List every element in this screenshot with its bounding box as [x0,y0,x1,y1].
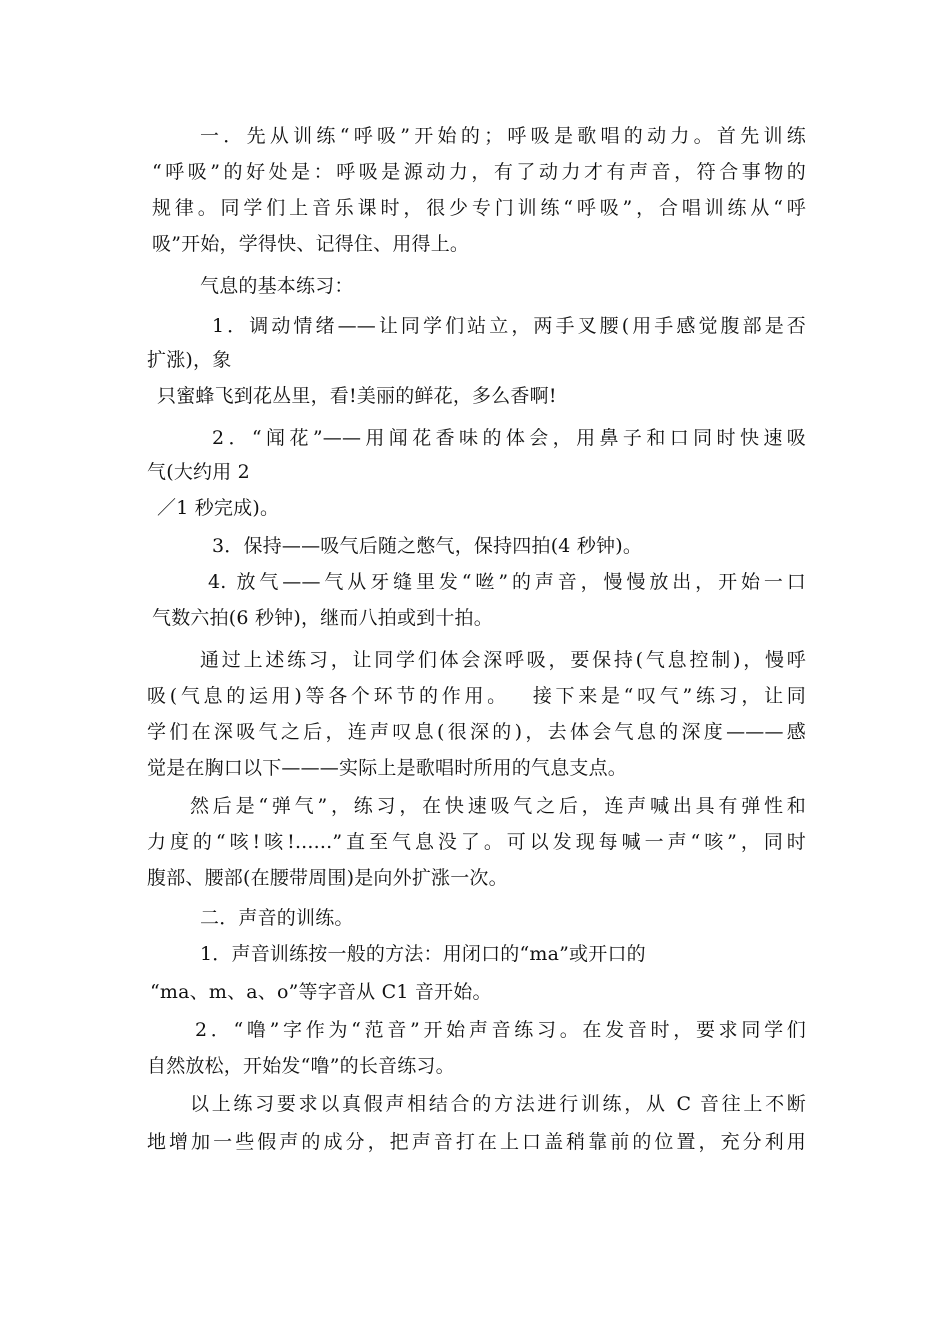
voice-exercise-1-line-1: 1．声音训练按一般的方法：用闭口的“ma”或开口的 [200,943,646,965]
exercise-2-line-2: 气(大约用 2 [147,461,250,483]
elastic-breath-line-3: 腹部、腰部(在腰带周围)是向外扩涨一次。 [147,867,508,889]
exercise-4-line-2: 气数六拍(6 秒钟)，继而八拍或到十拍。 [152,607,493,629]
summary-line-2: 吸(气息的运用)等各个环节的作用。 接下来是“叹气”练习，让同 [147,685,806,707]
exercise-1-line-3: 只蜜蜂飞到花丛里，看!美丽的鲜花，多么香啊! [157,385,557,407]
voice-exercise-1-line-2: “ma、m、a、o”等字音从 C1 音开始。 [150,981,492,1003]
final-paragraph-line-2: 地增加一些假声的成分，把声音打在上口盖稍靠前的位置，充分利用 [147,1131,806,1153]
voice-exercise-2-line-1: 2．“噜”字作为“范音”开始声音练习。在发音时，要求同学们 [195,1019,806,1041]
summary-line-3: 学们在深吸气之后，连声叹息(很深的)，去体会气息的深度———感 [147,721,806,743]
summary-line-4: 觉是在胸口以下———实际上是歌唱时所用的气息支点。 [147,757,628,779]
exercise-1-line-2: 扩涨)，象 [147,349,232,371]
paragraph-line-3: 规律。同学们上音乐课时，很少专门训练“呼吸”，合唱训练从“呼 [152,197,806,219]
voice-exercise-2-line-2: 自然放松，开始发“噜”的长音练习。 [147,1055,455,1077]
paragraph-line-1: 一．先从训练“呼吸”开始的；呼吸是歌唱的动力。首先训练 [200,125,806,147]
exercise-4-line-1: 4. 放气——气从牙缝里发“咝”的声音，慢慢放出，开始一口 [208,571,806,593]
exercise-3-line-1: 3．保持——吸气后随之憋气，保持四拍(4 秒钟)。 [212,535,643,557]
exercise-2-line-1: 2．“闻花”——用闻花香味的体会，用鼻子和口同时快速吸 [212,427,806,449]
exercise-2-line-3: ／1 秒完成)。 [157,497,280,519]
summary-line-1: 通过上述练习，让同学们体会深呼吸，要保持(气息控制)，慢呼 [200,649,806,671]
elastic-breath-line-2: 力度的“咳!咳!......”直至气息没了。可以发现每喊一声“咳”，同时 [147,831,806,853]
paragraph-line-2: “呼吸”的好处是：呼吸是源动力，有了动力才有声音，符合事物的 [152,161,806,183]
section-heading-breath: 气息的基本练习： [200,275,354,297]
section-heading-voice: 二．声音的训练。 [200,907,354,929]
exercise-1-line-1: 1．调动情绪——让同学们站立，两手叉腰(用手感觉腹部是否 [212,315,806,337]
final-paragraph-line-1: 以上练习要求以真假声相结合的方法进行训练，从 C 音往上不断 [190,1093,806,1115]
elastic-breath-line-1: 然后是“弹气”，练习，在快速吸气之后，连声喊出具有弹性和 [190,795,806,817]
paragraph-line-4: 吸”开始，学得快、记得住、用得上。 [152,233,470,255]
